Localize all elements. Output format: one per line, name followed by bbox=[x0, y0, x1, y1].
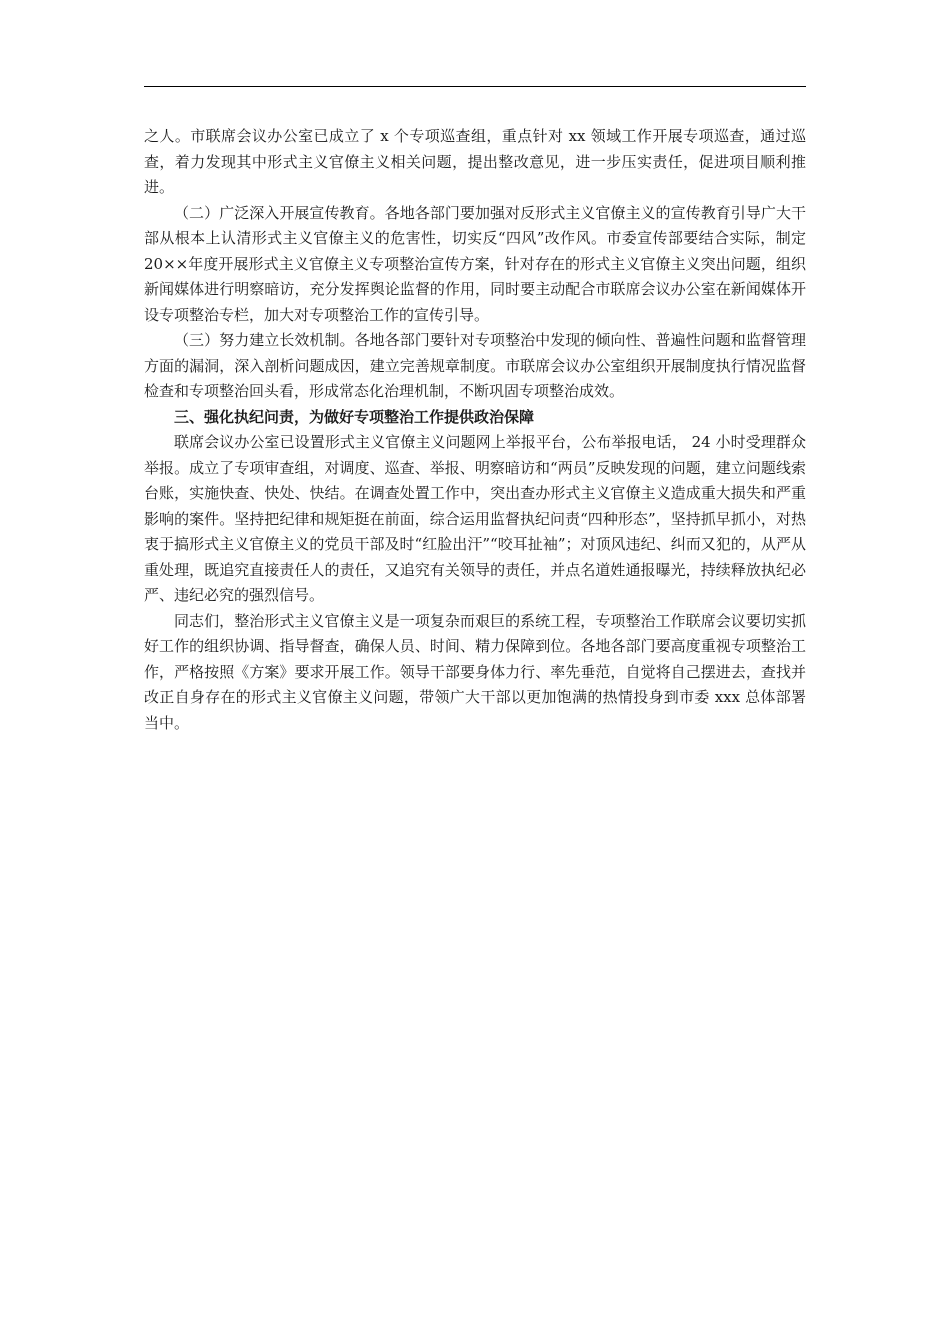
paragraph-closing: 同志们，整治形式主义官僚主义是一项复杂而艰巨的系统工程，专项整治工作联席会议要切实抓好工作的组织协调、指导督查，确保人员、时间、精力保障到位。各地各部门要高度重视专项整治工作，严格按照《方案》要求开展工作。领导干部要身体力行、率先垂范，自觉将自己摆进去，查找并改正自身存在的形式主义官僚主义问题，带领广大干部以更加饱满的热情投身到市委 xxx 总体部署当中。 bbox=[144, 611, 806, 732]
paragraph-continuation: 之人。市联席会议办公室已成立了 x 个专项巡查组，重点针对 xx 领域工作开展专项巡查，通过巡查，着力发现其中形式主义官僚主义相关问题，提出整改意见，进一步压实责任，促进项目顺利推进。 bbox=[144, 127, 806, 196]
paragraph-propaganda-education: （二）广泛深入开展宣传教育。各地各部门要加强对反形式主义官僚主义的宣传教育引导广大干部从根本上认清形式主义官僚主义的危害性，切实反“四风”改作风。市委宣传部要结合实际，制定 20××年度开展形式主义官僚主义专项整治宣传方案，针对存在的形式主义官僚主义突出问题，组织新闻媒体进行明察暗访，充分发挥舆论监督的作用，同时要主动配合市联席会议办公室在新闻媒体开设专项整治专栏，加大对专项整治工作的宣传引导。 bbox=[144, 203, 806, 324]
header-rule bbox=[144, 86, 806, 87]
paragraph-long-term-mechanism: （三）努力建立长效机制。各地各部门要针对专项整治中发现的倾向性、普遍性问题和监督管理方面的漏洞，深入剖析问题成因，建立完善规章制度。市联席会议办公室组织开展制度执行情况监督检查和专项整治回头看，形成常态化治理机制，不断巩固专项整治成效。 bbox=[144, 331, 806, 400]
paragraph-accountability: 联席会议办公室已设置形式主义官僚主义问题网上举报平台，公布举报电话， 24 小时受理群众举报。成立了专项审查组，对调度、巡查、举报、明察暗访和“两员”反映发现的问题，建立问题线索台账，实施快查、快处、快结。在调查处置工作中，突出查办形式主义官僚主义造成重大损失和严重影响的案件。坚持把纪律和规矩挺在前面，综合运用监督执纪问责“四种形态”，坚持抓早抓小，对热衷于搞形式主义官僚主义的党员干部及时“红脸出汗”“咬耳扯袖”；对顶风违纪、纠而又犯的，从严从重处理，既追究直接责任人的责任，又追究有关领导的责任，并点名道姓通报曝光，持续释放执纪必严、违纪必究的强烈信号。 bbox=[144, 433, 806, 604]
section-heading-3: 三、强化执纪问责，为做好专项整治工作提供政治保障 bbox=[174, 407, 535, 426]
document-body bbox=[144, 124, 806, 736]
